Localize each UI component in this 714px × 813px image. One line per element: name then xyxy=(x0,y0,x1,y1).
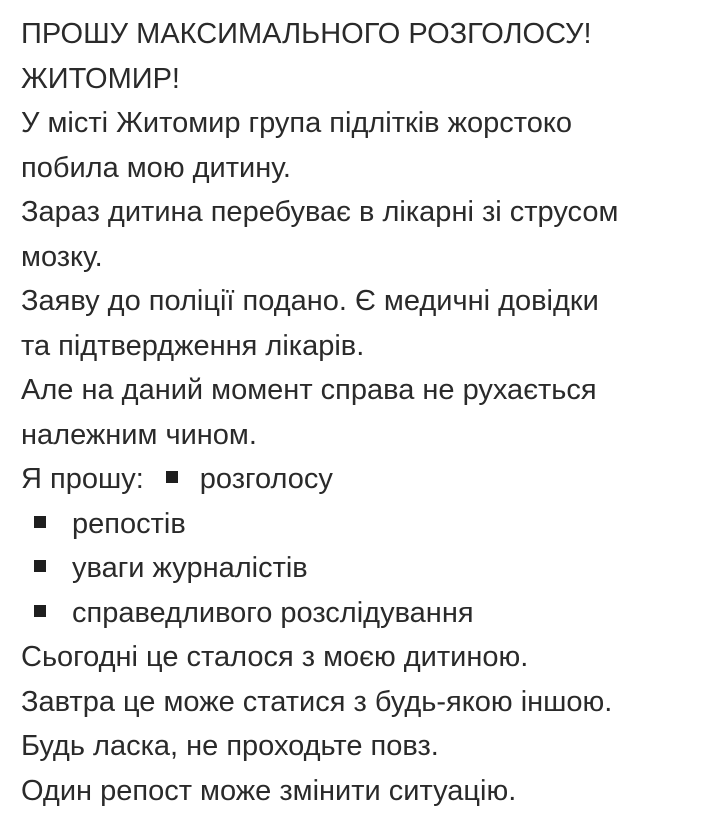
bullet-square-icon xyxy=(34,560,46,572)
post-paragraph-line: та підтвердження лікарів. xyxy=(21,324,711,369)
post-headline: ПРОШУ МАКСИМАЛЬНОГО РОЗГОЛОСУ! xyxy=(21,12,711,57)
post-paragraph-line: Зараз дитина перебуває в лікарні зі струсом xyxy=(21,190,711,235)
ask-line xyxy=(21,457,711,502)
closing-line: Будь ласка, не проходьте повз. xyxy=(21,724,711,769)
bullet-item: уваги журналістів xyxy=(72,552,308,584)
bullet-list-item xyxy=(21,502,711,547)
closing-line: Сьогодні це сталося з моєю дитиною. xyxy=(21,635,711,680)
post-paragraph-line: Але на даний момент справа не рухається xyxy=(21,368,711,413)
ask-label: Я прошу: xyxy=(21,463,144,495)
bullet-square-icon xyxy=(166,471,178,483)
bullet-item: справедливого розслідування xyxy=(72,597,474,629)
closing-line: Завтра це може статися з будь-якою іншою. xyxy=(21,680,711,725)
post-city: ЖИТОМИР! xyxy=(21,57,711,102)
post-paragraph-line: мозку. xyxy=(21,235,711,280)
post-paragraph-line: Заяву до поліції подано. Є медичні довідки xyxy=(21,279,711,324)
post-paragraph-line: побила мою дитину. xyxy=(21,146,711,191)
post-paragraph-line: належним чином. xyxy=(21,413,711,458)
bullet-list-item xyxy=(21,591,711,636)
closing-line: Один репост може змінити ситуацію. xyxy=(21,769,711,813)
post-paragraph-line: У місті Житомир група підлітків жорстоко xyxy=(21,101,711,146)
bullet-item: розголосу xyxy=(200,463,333,495)
bullet-square-icon xyxy=(34,516,46,528)
post-text xyxy=(21,12,711,813)
bullet-list-item xyxy=(21,546,711,591)
bullet-item: репостів xyxy=(72,508,186,540)
bullet-square-icon xyxy=(34,605,46,617)
